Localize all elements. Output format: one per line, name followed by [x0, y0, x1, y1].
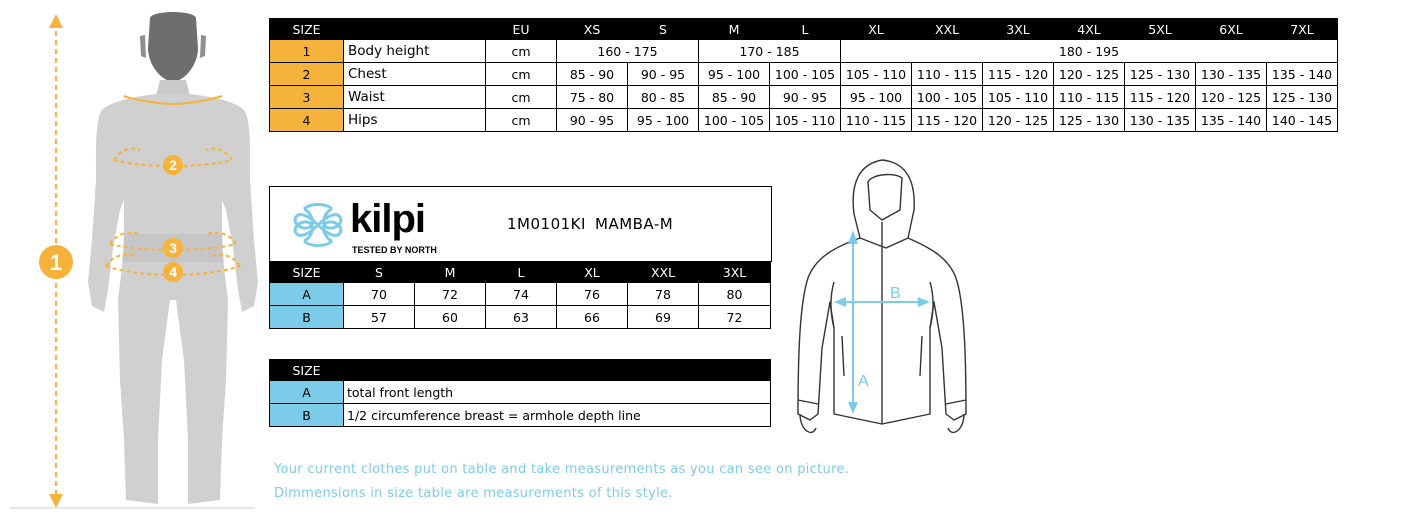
kilpi-knot-logo-icon: [288, 197, 348, 253]
size-col-header: XXL: [628, 262, 699, 283]
model-name: MAMBA-M: [595, 215, 674, 233]
svg-text:B: B: [890, 285, 901, 302]
table-cell: 120 - 125: [1054, 63, 1125, 86]
size-col-header: 6XL: [1196, 19, 1267, 40]
row-key: B: [270, 306, 344, 329]
table-row: [270, 306, 771, 329]
chest-marker: [163, 155, 183, 175]
table-cell: 180 - 195: [841, 40, 1338, 63]
size-col-header: 3XL: [699, 262, 771, 283]
size-col-header: L: [486, 262, 557, 283]
size-col-header: XS: [557, 19, 628, 40]
table-cell: 105 - 110: [841, 63, 912, 86]
row-number: 3: [270, 86, 344, 109]
model-code: 1M0101KI: [507, 215, 586, 233]
row-key: A: [270, 283, 344, 306]
measure-header: [344, 19, 486, 40]
table-row: [270, 109, 1338, 132]
row-unit: cm: [486, 109, 557, 132]
table-row: [270, 381, 771, 404]
measurement-legend-table: [269, 359, 771, 427]
brand-name: kilpi: [350, 197, 426, 241]
table-cell: 80 - 85: [628, 86, 699, 109]
row-label: Chest: [344, 63, 486, 86]
table-cell: 74: [486, 283, 557, 306]
size-header: SIZE: [270, 262, 344, 283]
model-size-table: [269, 261, 771, 329]
table-cell: 76: [557, 283, 628, 306]
table-cell: 90 - 95: [628, 63, 699, 86]
table-cell: 100 - 105: [699, 109, 770, 132]
table-row: [270, 40, 1338, 63]
table-row: [270, 283, 771, 306]
row-number: 1: [270, 40, 344, 63]
table-cell: 60: [415, 306, 486, 329]
table-cell: 95 - 100: [628, 109, 699, 132]
size-col-header: XL: [841, 19, 912, 40]
table-cell: 66: [557, 306, 628, 329]
size-col-header: S: [344, 262, 415, 283]
row-key: A: [270, 381, 344, 404]
size-col-header: 5XL: [1125, 19, 1196, 40]
table-cell: 90 - 95: [770, 86, 841, 109]
size-col-header: S: [628, 19, 699, 40]
row-number: 4: [270, 109, 344, 132]
instruction-note: Your current clothes put on table and take measurements as you can see on picture.: [274, 462, 850, 477]
table-row: [270, 404, 771, 427]
instruction-note: Dimmensions in size table are measurements of this style.: [274, 486, 673, 501]
table-cell: 170 - 185: [699, 40, 841, 63]
size-header: SIZE: [270, 19, 344, 40]
table-cell: 95 - 100: [841, 86, 912, 109]
table-cell: 115 - 120: [983, 63, 1054, 86]
size-chart-header: [270, 19, 1338, 40]
svg-text:3: 3: [169, 240, 177, 256]
table-cell: 80: [699, 283, 771, 306]
table-cell: 95 - 100: [699, 63, 770, 86]
table-cell: 125 - 130: [1054, 109, 1125, 132]
jacket-diagram: [790, 152, 970, 444]
table-row: [270, 86, 1338, 109]
table-cell: 120 - 125: [983, 109, 1054, 132]
table-cell: 135 - 140: [1267, 63, 1338, 86]
height-marker: [39, 245, 73, 279]
table-cell: 70: [344, 283, 415, 306]
size-col-header: L: [770, 19, 841, 40]
model-card: [269, 186, 772, 262]
row-unit: cm: [486, 63, 557, 86]
table-cell: 100 - 105: [770, 63, 841, 86]
size-col-header: 7XL: [1267, 19, 1338, 40]
table-cell: 110 - 115: [912, 63, 983, 86]
unit-header: EU: [486, 19, 557, 40]
model-table-header: [270, 262, 771, 283]
table-cell: 72: [699, 306, 771, 329]
table-cell: 105 - 110: [770, 109, 841, 132]
row-label: Waist: [344, 86, 486, 109]
table-cell: 69: [628, 306, 699, 329]
row-unit: cm: [486, 86, 557, 109]
svg-text:4: 4: [169, 264, 177, 280]
brand-tagline: TESTED BY NORTH: [352, 245, 437, 255]
jacket-measure-a: [848, 230, 869, 414]
legend-description: 1/2 circumference breast = armhole depth line: [344, 404, 771, 427]
svg-text:2: 2: [169, 157, 177, 173]
table-cell: 75 - 80: [557, 86, 628, 109]
row-number: 2: [270, 63, 344, 86]
body-measurement-figure: [0, 0, 265, 531]
table-cell: 115 - 120: [1125, 86, 1196, 109]
hips-marker: [163, 262, 183, 282]
size-col-header: 4XL: [1054, 19, 1125, 40]
table-cell: 120 - 125: [1196, 86, 1267, 109]
table-cell: 63: [486, 306, 557, 329]
legend-header: [270, 360, 771, 381]
svg-text:A: A: [858, 373, 869, 390]
table-cell: 110 - 115: [1054, 86, 1125, 109]
size-header: SIZE: [270, 360, 344, 381]
row-label: Hips: [344, 109, 486, 132]
legend-header-blank: [344, 360, 771, 381]
table-cell: 72: [415, 283, 486, 306]
row-label: Body height: [344, 40, 486, 63]
table-cell: 85 - 90: [699, 86, 770, 109]
jacket-outline: [798, 160, 966, 432]
table-cell: 90 - 95: [557, 109, 628, 132]
table-cell: 125 - 130: [1267, 86, 1338, 109]
table-cell: 85 - 90: [557, 63, 628, 86]
table-cell: 110 - 115: [841, 109, 912, 132]
table-cell: 57: [344, 306, 415, 329]
model-header: [270, 187, 771, 262]
row-key: B: [270, 404, 344, 427]
table-cell: 78: [628, 283, 699, 306]
legend-description: total front length: [344, 381, 771, 404]
table-cell: 130 - 135: [1125, 109, 1196, 132]
size-col-header: XXL: [912, 19, 983, 40]
table-cell: 140 - 145: [1267, 109, 1338, 132]
table-cell: 115 - 120: [912, 109, 983, 132]
waist-marker: [163, 238, 183, 258]
table-cell: 135 - 140: [1196, 109, 1267, 132]
table-cell: 160 - 175: [557, 40, 699, 63]
row-unit: cm: [486, 40, 557, 63]
table-cell: 125 - 130: [1125, 63, 1196, 86]
svg-text:1: 1: [49, 250, 63, 275]
table-cell: 130 - 135: [1196, 63, 1267, 86]
table-row: [270, 63, 1338, 86]
size-col-header: M: [415, 262, 486, 283]
size-col-header: XL: [557, 262, 628, 283]
size-chart-table: [269, 18, 1338, 132]
table-cell: 100 - 105: [912, 86, 983, 109]
size-col-header: M: [699, 19, 770, 40]
size-col-header: 3XL: [983, 19, 1054, 40]
table-cell: 105 - 110: [983, 86, 1054, 109]
